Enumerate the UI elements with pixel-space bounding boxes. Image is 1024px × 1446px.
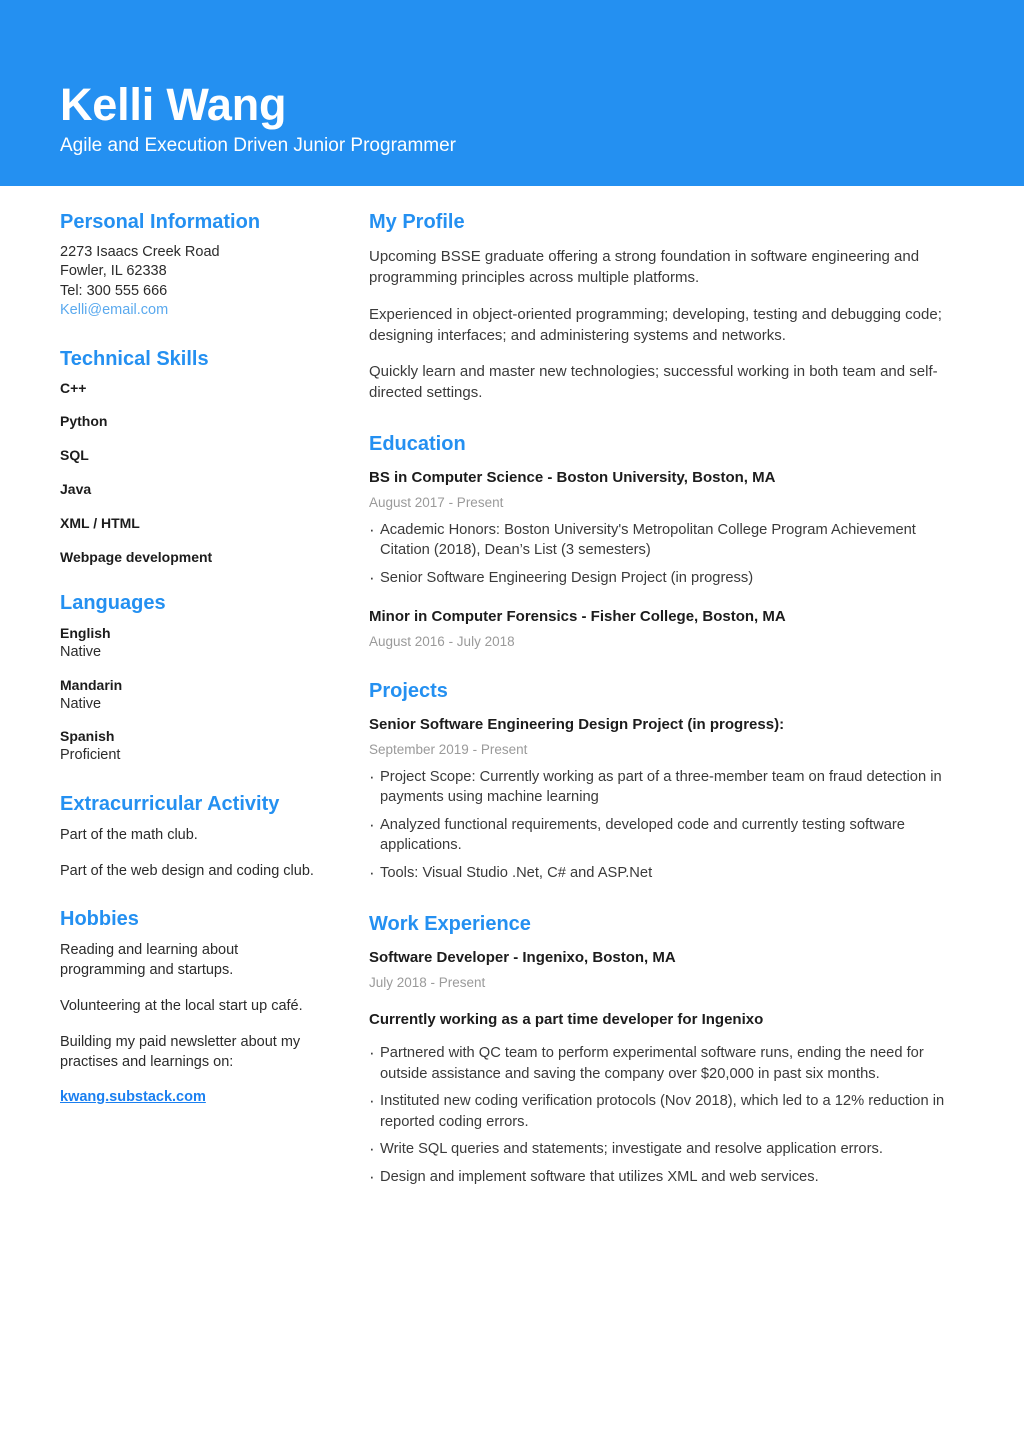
list-item: C++ bbox=[60, 379, 87, 396]
list-item: · Design and implement software that utilizes XML and web services. bbox=[369, 1167, 969, 1188]
list-item: Building my paid newsletter about my practises and learnings on: bbox=[60, 1033, 301, 1070]
list-item: Python bbox=[60, 413, 108, 430]
resume-header-band bbox=[0, 0, 1024, 186]
list-item: Webpage development bbox=[60, 548, 213, 565]
newsletter-link[interactable]: kwang.substack.com bbox=[60, 1088, 206, 1105]
list-item: Part of the web design and coding club. bbox=[60, 862, 314, 879]
section-heading-work-experience: Work Experience bbox=[369, 912, 531, 935]
language-level: Native bbox=[60, 695, 102, 712]
section-heading-technical-skills: Technical Skills bbox=[60, 347, 209, 370]
section-hobbies bbox=[60, 907, 325, 1106]
project-entry bbox=[369, 715, 969, 884]
email-link[interactable]: Kelli@email.com bbox=[60, 302, 169, 319]
language-level: Native bbox=[60, 644, 102, 661]
list-item: · Instituted new coding verification protocols (Nov 2018), which led to a 12% reduction in reported coding errors. bbox=[369, 1091, 969, 1132]
list-item: · Analyzed functional requirements, developed code and currently testing software applications. bbox=[369, 815, 969, 856]
section-education bbox=[369, 432, 969, 651]
section-heading-projects: Projects bbox=[369, 679, 448, 702]
language-name: Mandarin bbox=[60, 676, 123, 693]
section-my-profile bbox=[369, 210, 969, 404]
profile-paragraph: Experienced in object-oriented programming; developing, testing and debugging code; designing interfaces; and administering systems and networks. bbox=[369, 305, 942, 344]
entry-title: Senior Software Engineering Design Project (in progress): bbox=[369, 715, 785, 733]
list-item bbox=[60, 676, 325, 714]
language-name: Spanish bbox=[60, 728, 115, 745]
sidebar-column bbox=[60, 210, 345, 1132]
section-heading-my-profile: My Profile bbox=[369, 211, 465, 233]
list-item: Java bbox=[60, 481, 92, 498]
section-heading-personal-information: Personal Information bbox=[60, 211, 261, 233]
list-item: Part of the math club. bbox=[60, 826, 198, 843]
section-languages bbox=[60, 591, 325, 765]
section-heading-education: Education bbox=[369, 432, 466, 455]
list-item: Reading and learning about programming and startups. bbox=[60, 941, 239, 978]
section-extracurricular-activity bbox=[60, 792, 325, 881]
list-item: SQL bbox=[60, 447, 89, 464]
list-item: · Write SQL queries and statements; investigate and resolve application errors. bbox=[369, 1139, 969, 1160]
phone-number: Tel: 300 555 666 bbox=[60, 282, 168, 299]
entry-subtitle: Currently working as a part time developer for Ingenixo bbox=[369, 1010, 764, 1028]
resume-body bbox=[0, 186, 1024, 1216]
list-item: · Partnered with QC team to perform experimental software runs, ending the need for outside assistance and saving the company over $20,000 in past six months. bbox=[369, 1043, 969, 1084]
section-heading-hobbies: Hobbies bbox=[60, 907, 139, 930]
section-heading-extracurricular-activity: Extracurricular Activity bbox=[60, 792, 280, 815]
work-entry bbox=[369, 948, 969, 1188]
list-item: · Tools: Visual Studio .Net, C# and ASP.Net bbox=[369, 863, 969, 884]
section-technical-skills bbox=[60, 347, 325, 566]
language-level: Proficient bbox=[60, 747, 121, 764]
address-line-1: 2273 Isaacs Creek Road bbox=[60, 244, 220, 260]
education-entry bbox=[369, 607, 969, 651]
entry-date: August 2016 - July 2018 bbox=[369, 634, 515, 650]
language-name: English bbox=[60, 625, 111, 642]
entry-date: September 2019 - Present bbox=[369, 742, 528, 758]
list-item: · Project Scope: Currently working as part of a three-member team on fraud detection in payments using machine learning bbox=[369, 767, 969, 808]
main-column bbox=[345, 210, 969, 1216]
list-item bbox=[60, 727, 325, 765]
list-item: · Senior Software Engineering Design Project (in progress) bbox=[369, 568, 969, 589]
entry-title: Minor in Computer Forensics - Fisher College, Boston, MA bbox=[369, 607, 786, 625]
profile-paragraph: Quickly learn and master new technologies; successful working in both team and self-directed settings. bbox=[369, 363, 938, 402]
entry-bullet-list bbox=[369, 767, 969, 884]
entry-date: August 2017 - Present bbox=[369, 495, 504, 511]
headline-subtitle: Agile and Execution Driven Junior Programmer bbox=[60, 135, 457, 157]
address-line-2: Fowler, IL 62338 bbox=[60, 263, 167, 280]
profile-paragraph: Upcoming BSSE graduate offering a strong foundation in software engineering and programming principles across multiple platforms. bbox=[369, 248, 920, 287]
entry-title: BS in Computer Science - Boston University, Boston, MA bbox=[369, 468, 776, 486]
list-item: · Academic Honors: Boston University's Metropolitan College Program Achievement Citation (2018), Dean’s List (3 semesters) bbox=[369, 520, 969, 561]
section-heading-languages: Languages bbox=[60, 592, 166, 615]
section-projects bbox=[369, 679, 969, 884]
list-item: XML / HTML bbox=[60, 514, 140, 531]
list-item: Volunteering at the local start up café. bbox=[60, 997, 303, 1014]
section-personal-information bbox=[60, 210, 325, 321]
entry-date: July 2018 - Present bbox=[369, 975, 486, 991]
list-item bbox=[60, 624, 325, 662]
entry-bullet-list bbox=[369, 1043, 969, 1187]
section-work-experience bbox=[369, 912, 969, 1188]
entry-bullet-list bbox=[369, 520, 969, 589]
education-entry bbox=[369, 468, 969, 589]
page-title: Kelli Wang bbox=[60, 78, 287, 130]
entry-title: Software Developer - Ingenixo, Boston, MA bbox=[369, 948, 676, 966]
